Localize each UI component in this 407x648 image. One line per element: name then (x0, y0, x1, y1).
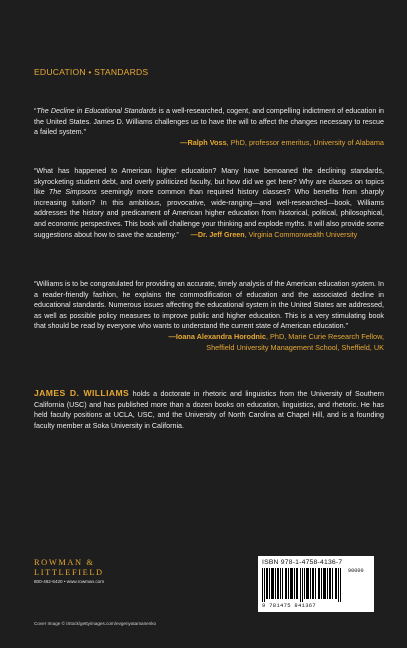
cover-image-credit: Cover Image © iStock/gettyimages.com/evgenyatamanenko (34, 621, 157, 626)
show-title-italic: The Simpsons (48, 188, 97, 197)
quote-voss (34, 106, 384, 148)
quote-text: “Williams is to be congratulated for providing an accurate, timely analysis of the American education system. In a reader-friendly fashion, he explains the commodification of education and the associated decline in educational standards. Numerous issues affecting the educational system in the United States are addressed, as well as possible policy measures to improve public and higher education. This is a very stimulating book that should be read by everyone who wants to understand the current state of American education.” (34, 280, 384, 331)
bio-text: holds a doctorate in rhetoric and linguistics from the University of Southern California (USC) and has published more than a dozen books on education, linguistics, and rhetoric. He has held faculty positions at UCLA, USC, and the University of North Carolina at Chapel Hill, and is a founding faculty member at Soka University in California. (34, 390, 384, 430)
quote-attribution: —Dr. Jeff Green, Virginia Commonwealth University (190, 230, 358, 239)
quote-attribution-line2: Sheffield University Management School, Sheffield, UK (206, 342, 384, 352)
author-name: JAMES D. WILLIAMS (34, 388, 130, 398)
quote-attribution: —Ioana Alexandra Horodnic, PhD, Marie Curie Research Fellow, (168, 331, 384, 341)
publisher-contact: 800-462-6420 • www.rowman.com (34, 579, 105, 584)
barcode-block (258, 556, 374, 612)
publisher-name-line2: LITTLEFIELD (34, 568, 104, 577)
price-code: 90000 (348, 568, 364, 574)
isbn-label: ISBN 978-1-4758-4136-7 (262, 559, 343, 566)
quote-attribution: —Ralph Voss, PhD, professor emeritus, University of Alabama (180, 137, 384, 147)
barcode-icon (262, 568, 344, 602)
book-title-italic: The Decline in Educational Standards (36, 107, 157, 115)
publisher-name-line1: ROWMAN & (34, 558, 95, 567)
author-bio (34, 388, 384, 431)
quote-text: “The Decline in Educational Standards is a well-researched, cogent, and compelling indictment of education in the United States. James D. Williams challenges us to have the will to affect the changes necessary to rescue a failed system.” (34, 107, 385, 137)
quote-green (34, 166, 384, 240)
category-label: EDUCATION • STANDARDS (34, 67, 149, 77)
quote-horodnic (34, 279, 384, 353)
publisher-logo (34, 558, 154, 584)
barcode-digits: 9 781475 841367 (262, 602, 317, 609)
quote-text: “What has happened to American higher education? Many have bemoaned the declining standards, skyrocketing student debt, and overly politicized faculty, but how did we get here? Why are classes on topics like (34, 167, 384, 197)
quote-text-cont: seemingly more common than required history classes? Who benefits from sharply increasing tuition? In this ambitious, provocative, wide-ranging—and well-researched—book, Williams addresses the history and predicament of American higher education from historical, political, philosophical, and economic perspectives. This book will challenge your thinking and explode myths. It will also provide some suggestions about how to save the academy.” (34, 188, 385, 239)
